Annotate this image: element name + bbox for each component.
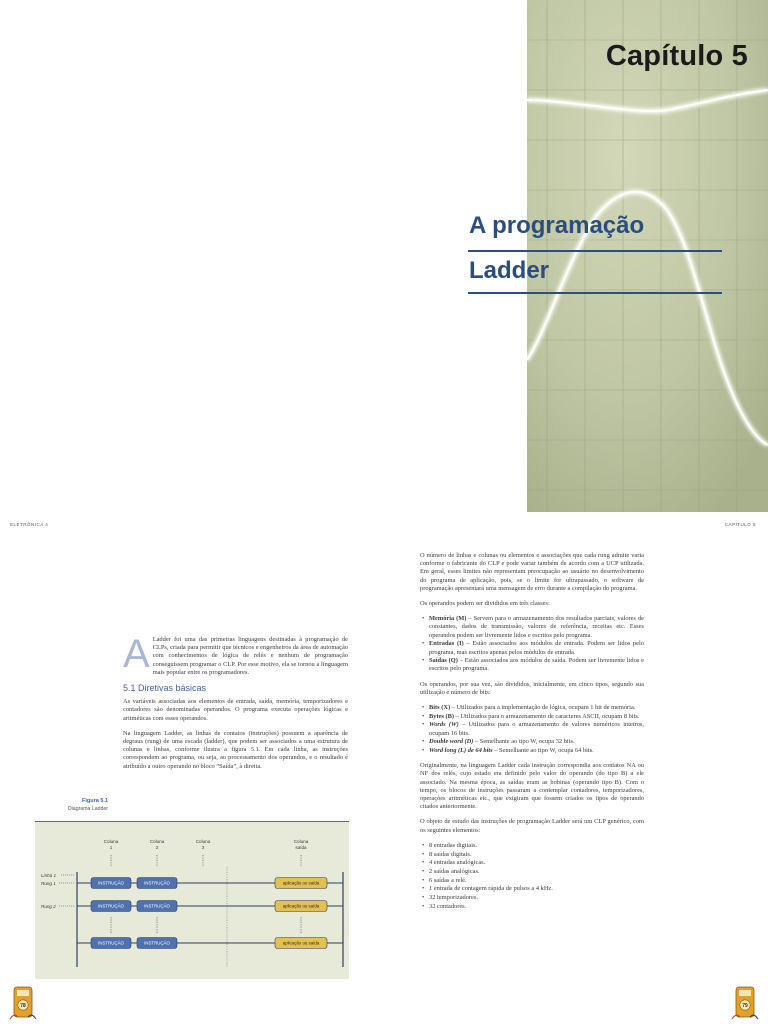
- svg-text:INSTRUÇÃO: INSTRUÇÃO: [98, 903, 124, 909]
- intro-paragraph: [123, 632, 348, 677]
- column-label-2-name: Coluna 2: [149, 839, 165, 850]
- list-item: • Bits (X) – Utilizados para a implementação de lógica, ocupam 1 bit de memória.: [420, 704, 644, 712]
- list-item: • 8 saídas digitais.: [420, 851, 644, 859]
- svg-text:aplicação ou saída: aplicação ou saída: [282, 903, 320, 909]
- list-item: • 2 saídas analógicas.: [420, 868, 644, 876]
- paragraph: O número de linhas e colunas ou elementos e associações que cada rung admite varia conforme o fabricante do CLP e pode variar também de acordo com a UCP utilizada. Em geral, esses limites não representam preocupação ao usuário no desenvolvimento do programa de aplicação, pois, se o limite for ultrapassado, o software de programação apresentará uma mensagem de erro durante a compilação do programa.: [420, 552, 644, 592]
- list-item: • 1 entrada de contagem rápida de pulsos a 4 kHz.: [420, 885, 644, 893]
- running-head-right: CAPÍTULO 5: [724, 522, 756, 527]
- svg-text:INSTRUÇÃO: INSTRUÇÃO: [144, 903, 170, 909]
- operand-types-list: [420, 704, 644, 755]
- figure-number: Figura 5.1: [82, 798, 108, 804]
- section-heading: 5.1 Diretivas básicas: [123, 683, 207, 694]
- right-page-text: [420, 552, 644, 918]
- output-block: [275, 901, 327, 912]
- column-label-3-name: Coluna 3: [195, 839, 211, 850]
- svg-text:INSTRUÇÃO: INSTRUÇÃO: [98, 940, 124, 946]
- oscilloscope-screen: [527, 0, 768, 512]
- page-number-right: 79: [742, 1002, 748, 1009]
- list-item: • Entradas (I) – Estão associados aos módulos de entrada. Podem ser lidos pelo programa, mas escritos apenas pelos módulos de entrada.: [420, 640, 644, 656]
- list-item: • Double word (D) – Semelhante ao tipo W, ocupa 32 bits.: [420, 738, 644, 746]
- instruction-block: [91, 901, 131, 912]
- list-item: • 8 entradas digitais.: [420, 842, 644, 850]
- chapter-title-line-1: A programação: [469, 212, 645, 239]
- title-rule-2: [468, 292, 722, 294]
- svg-text:INSTRUÇÃO: INSTRUÇÃO: [98, 880, 124, 886]
- column-label-output-name: Coluna saída: [293, 839, 309, 850]
- drop-cap: A: [123, 632, 150, 676]
- list-item: • Words (W) – Utilizados para o armazenamento de valores numéricos inteiros, ocupam 16 bits.: [420, 721, 644, 737]
- ladder-diagram-figure: [35, 821, 349, 979]
- paragraph: As variáveis associadas aos elementos de entrada, saída, memória, temporizadores e contadores são denominadas operandos. O programa executa operações lógicas e aritméticas com esses operandos.: [123, 698, 348, 722]
- title-rule-1: [468, 250, 722, 252]
- running-head-left: ELETRÔNICA 4: [10, 522, 49, 527]
- row-label-rung-1: Rung 1: [41, 881, 56, 886]
- oscilloscope-illustration: [527, 0, 768, 512]
- list-item: • 6 saídas a relé.: [420, 877, 644, 885]
- instruction-block: [137, 901, 177, 912]
- row-label-rung-2: Rung 2: [41, 904, 56, 909]
- instruction-block: [91, 938, 131, 949]
- clp-elements-list: [420, 842, 644, 911]
- paragraph: O objeto de estudo das instruções de programação Ladder será um CLP genérico, com os seguintes elementos:: [420, 818, 644, 834]
- figure-caption: [40, 798, 108, 812]
- chapter-title-line-2: Ladder: [469, 257, 550, 284]
- list-item: • Bytes (B) – Utilizados para o armazenamento de caracteres ASCII, ocupam 8 bits.: [420, 713, 644, 721]
- output-block: [275, 878, 327, 889]
- row-label-linha: Linha 1: [41, 873, 57, 878]
- ladder-diagram: [35, 822, 349, 980]
- column-label-1-name: Coluna 1: [103, 839, 119, 850]
- chapter-number: Capítulo 5: [605, 40, 748, 72]
- instruction-block: [137, 938, 177, 949]
- paragraph: Originalmente, na linguagem Ladder cada instrução correspondia aos contatos NA ou NF dos relés, cujo estado era definido pelo valor do operando (do tipo B) a ele associado. Na mesma época, as saídas eram as bobinas (operando tipo B). Com o tempo, os blocos de instruções passaram a contemplar contadores, temporizadores, operações aritméticas etc., que exigiram que fossem criados os tipos de operando citados anteriormente.: [420, 762, 644, 811]
- instruction-block: [137, 878, 177, 889]
- output-block: [275, 938, 327, 949]
- intro-text: Ladder foi uma das primeiras linguagens destinadas à programação de CLPs, criada para permitir que técnicos e engenheiros da área de automação com conhecimentos de lógica de relés e nenhum de programação conseguissem programar o CLP. Por esse motivo, ela se tornou a linguagem mais popular entre os programadores.: [152, 636, 348, 676]
- paragraph: Na linguagem Ladder, as linhas de contatos (instruções) possuem a aparência de degraus (rung) de uma escada (ladder), que podem ser associados a uma estrutura de colunas e linhas, conforme ilustra a figura 5.1. Em cada linha, as instruções correspondem ao programa, ou seja, ao processamento dos operandos, e o resultado é atribuído a outro operando no bloco “Saída”, à direita.: [123, 729, 348, 770]
- paragraph: Os operandos, por sua vez, são divididos, inicialmente, em cinco tipos, segundo sua utilização e número de bits:: [420, 680, 644, 696]
- book-spread: [0, 512, 768, 1024]
- svg-text:INSTRUÇÃO: INSTRUÇÃO: [144, 940, 170, 946]
- multimeter-icon-left: [8, 985, 38, 1021]
- svg-text:aplicação ou saída: aplicação ou saída: [282, 940, 320, 946]
- instruction-block: [91, 878, 131, 889]
- operand-classes-list: [420, 615, 644, 673]
- left-page-text: [123, 632, 348, 778]
- svg-text:aplicação ou saída: aplicação ou saída: [282, 880, 320, 886]
- list-item: • Memória (M) – Servem para o armazenamento dos resultados parciais, valores de constantes, dados de transmissão, valores de referência, receitas etc. Esses operandos podem ser livremente lidos e escritos pelo programa.: [420, 615, 644, 640]
- figure-title: Diagrama Ladder: [67, 806, 108, 812]
- list-item: • Word long (L) de 64 bits – Semelhante ao tipo W, ocupa 64 bits.: [420, 747, 644, 755]
- page-number-left: 78: [20, 1002, 26, 1009]
- paragraph: Os operandos podem ser divididos em três classes:: [420, 600, 550, 608]
- rung-lines: [77, 880, 343, 943]
- multimeter-icon-right: [730, 985, 760, 1021]
- list-item: • 32 contadores.: [420, 903, 644, 911]
- list-item: • 32 temporizadores.: [420, 894, 644, 902]
- list-item: • 4 entradas analógicas.: [420, 859, 644, 867]
- svg-text:INSTRUÇÃO: INSTRUÇÃO: [144, 880, 170, 886]
- list-item: • Saídas (Q) – Estão associados aos módulos de saída. Podem ser livremente lidos e escritos pelo programa.: [420, 657, 644, 673]
